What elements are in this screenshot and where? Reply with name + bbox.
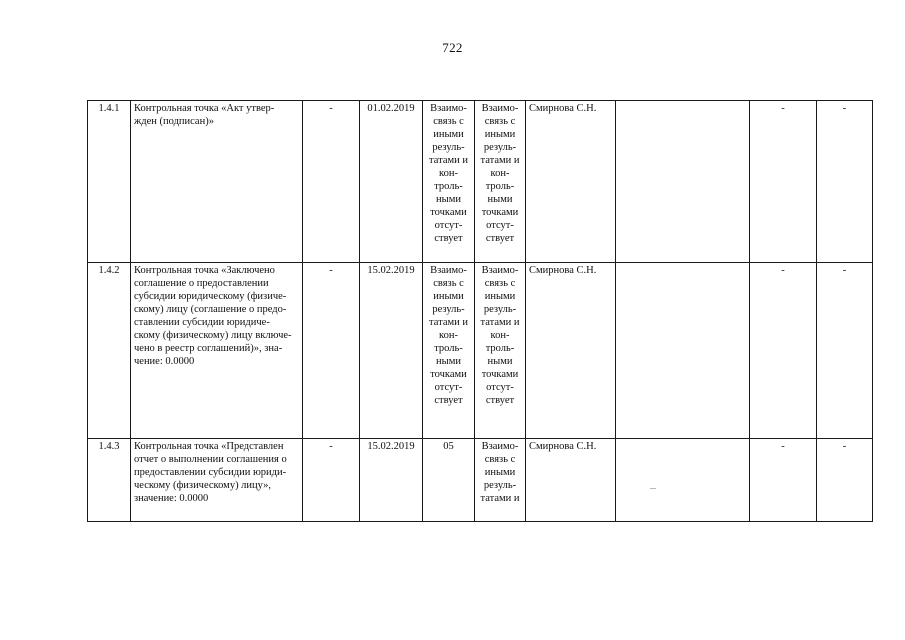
- relation-note-b-line: иными: [484, 291, 516, 302]
- relation-note-a-line: иными: [433, 129, 464, 140]
- col10-value: -: [817, 439, 873, 522]
- item-description-line: Контрольная точка «Акт утвер-: [134, 103, 275, 114]
- relation-note-a-line: кон-: [439, 330, 458, 341]
- relation-note-a-line: троль-: [434, 343, 463, 354]
- item-number: 1.4.3: [88, 439, 131, 522]
- relation-note-a-line: отсут-: [434, 382, 463, 393]
- relation-note-a-line: отсут-: [434, 220, 463, 231]
- relation-note-a-line: ными: [436, 356, 461, 367]
- relation-note-b-line: ными: [487, 356, 513, 367]
- item-date: 15.02.2019: [360, 439, 423, 522]
- relation-note-b-line: троль-: [485, 181, 515, 192]
- col9-value: -: [750, 439, 817, 522]
- relation-note-a-line: татами и: [429, 317, 468, 328]
- item-description-line: скому (физическому) лицу включе-: [134, 330, 292, 341]
- relation-note-a-line: Взаимо-: [430, 103, 467, 114]
- relation-note-b-line: отсут-: [486, 220, 514, 231]
- table-row: [88, 263, 873, 439]
- responsible-person: Смирнова С.Н.: [526, 439, 616, 522]
- relation-note-a-line: резуль-: [432, 304, 465, 315]
- relation-note-b-line: связь с: [484, 454, 516, 465]
- relation-note-a-line: связь с: [433, 278, 464, 289]
- relation-note-b-line: Взаимо-: [481, 265, 519, 276]
- table-row: [88, 101, 873, 263]
- item-description-line: соглашение о предоставлении: [134, 278, 269, 289]
- relation-note-b-line: иными: [484, 467, 516, 478]
- relation-note-b-line: иными: [484, 129, 516, 140]
- relation-note-a-line: троль-: [434, 181, 463, 192]
- item-description-line: ставлении субсидии юридиче-: [134, 317, 270, 328]
- item-description-line: предоставлении субсидии юриди-: [134, 467, 287, 478]
- item-description-line: ческому (физическому) лицу»,: [134, 480, 272, 491]
- item-number: 1.4.2: [88, 263, 131, 439]
- relation-note-b-line: татами и: [480, 493, 520, 504]
- responsible-person: Смирнова С.Н.: [526, 263, 616, 439]
- col3-value: -: [303, 263, 360, 439]
- relation-note-b-line: точками: [481, 369, 519, 380]
- relation-note-a-line: татами и: [429, 155, 468, 166]
- relation-note-a-line: иными: [433, 291, 464, 302]
- relation-note-a: [423, 101, 475, 263]
- relation-note-b-line: троль-: [485, 343, 515, 354]
- relation-note-a-line: Взаимо-: [430, 265, 467, 276]
- item-description-line: Контрольная точка «Представлен: [134, 441, 284, 452]
- control-points-table: [87, 100, 873, 522]
- col10-value: -: [817, 101, 873, 263]
- col8-value: [616, 439, 750, 522]
- page-number: 722: [442, 40, 463, 55]
- relation-note-b-line: Взаимо-: [481, 103, 519, 114]
- responsible-person: Смирнова С.Н.: [526, 101, 616, 263]
- col10-value: -: [817, 263, 873, 439]
- relation-note-b-line: точками: [481, 207, 519, 218]
- col8-value: [616, 101, 750, 263]
- item-number: 1.4.1: [88, 101, 131, 263]
- item-description-line: Контрольная точка «Заключено: [134, 265, 275, 276]
- col9-value: -: [750, 101, 817, 263]
- item-description-line: чено в реестр соглашений)», зна-: [134, 343, 283, 354]
- relation-note-b-line: кон-: [490, 330, 510, 341]
- relation-note-b-line: отсут-: [486, 382, 514, 393]
- item-description: [131, 101, 303, 263]
- relation-note-b-line: ствует: [485, 233, 515, 244]
- relation-note-b-line: ствует: [485, 395, 515, 406]
- relation-note-a-line: кон-: [439, 168, 458, 179]
- relation-note-b-line: Взаимо-: [481, 441, 519, 452]
- relation-note-b-line: татами и: [480, 155, 520, 166]
- relation-note-b-line: резуль-: [483, 142, 517, 153]
- relation-note-a-line: ствует: [434, 395, 463, 406]
- relation-note-b-line: резуль-: [483, 304, 517, 315]
- scan-smudge: [650, 488, 656, 489]
- item-description-line: жден (подписан)»: [134, 116, 214, 127]
- col3-value: -: [303, 439, 360, 522]
- relation-note-a-line: ными: [436, 194, 461, 205]
- relation-note-a: [423, 439, 475, 522]
- relation-note-b: [475, 263, 526, 439]
- item-description-line: субсидии юридическому (физиче-: [134, 291, 287, 302]
- item-description-line: значение: 0.0000: [134, 493, 209, 504]
- relation-note-b: [475, 101, 526, 263]
- relation-note-b-line: резуль-: [483, 480, 517, 491]
- relation-note-b: [475, 439, 526, 522]
- relation-note-b-line: татами и: [480, 317, 520, 328]
- col3-value: -: [303, 101, 360, 263]
- col9-value: -: [750, 263, 817, 439]
- relation-note-a-line: 05: [443, 441, 454, 452]
- relation-note-b-line: кон-: [490, 168, 510, 179]
- table-row: [88, 439, 873, 522]
- item-description-line: отчет о выполнении соглашения о: [134, 454, 287, 465]
- item-date: 01.02.2019: [360, 101, 423, 263]
- item-date: 15.02.2019: [360, 263, 423, 439]
- relation-note-a-line: ствует: [434, 233, 463, 244]
- relation-note-b-line: связь с: [484, 116, 516, 127]
- item-description: [131, 263, 303, 439]
- relation-note-b-line: ными: [487, 194, 513, 205]
- relation-note-a: [423, 263, 475, 439]
- relation-note-a-line: точками: [430, 369, 467, 380]
- relation-note-a-line: связь с: [433, 116, 464, 127]
- item-description-line: скому) лицу (соглашение о предо-: [134, 304, 287, 315]
- item-description-line: чение: 0.0000: [134, 356, 195, 367]
- relation-note-b-line: связь с: [484, 278, 516, 289]
- col8-value: [616, 263, 750, 439]
- relation-note-a-line: точками: [430, 207, 467, 218]
- item-description: [131, 439, 303, 522]
- relation-note-a-line: резуль-: [432, 142, 465, 153]
